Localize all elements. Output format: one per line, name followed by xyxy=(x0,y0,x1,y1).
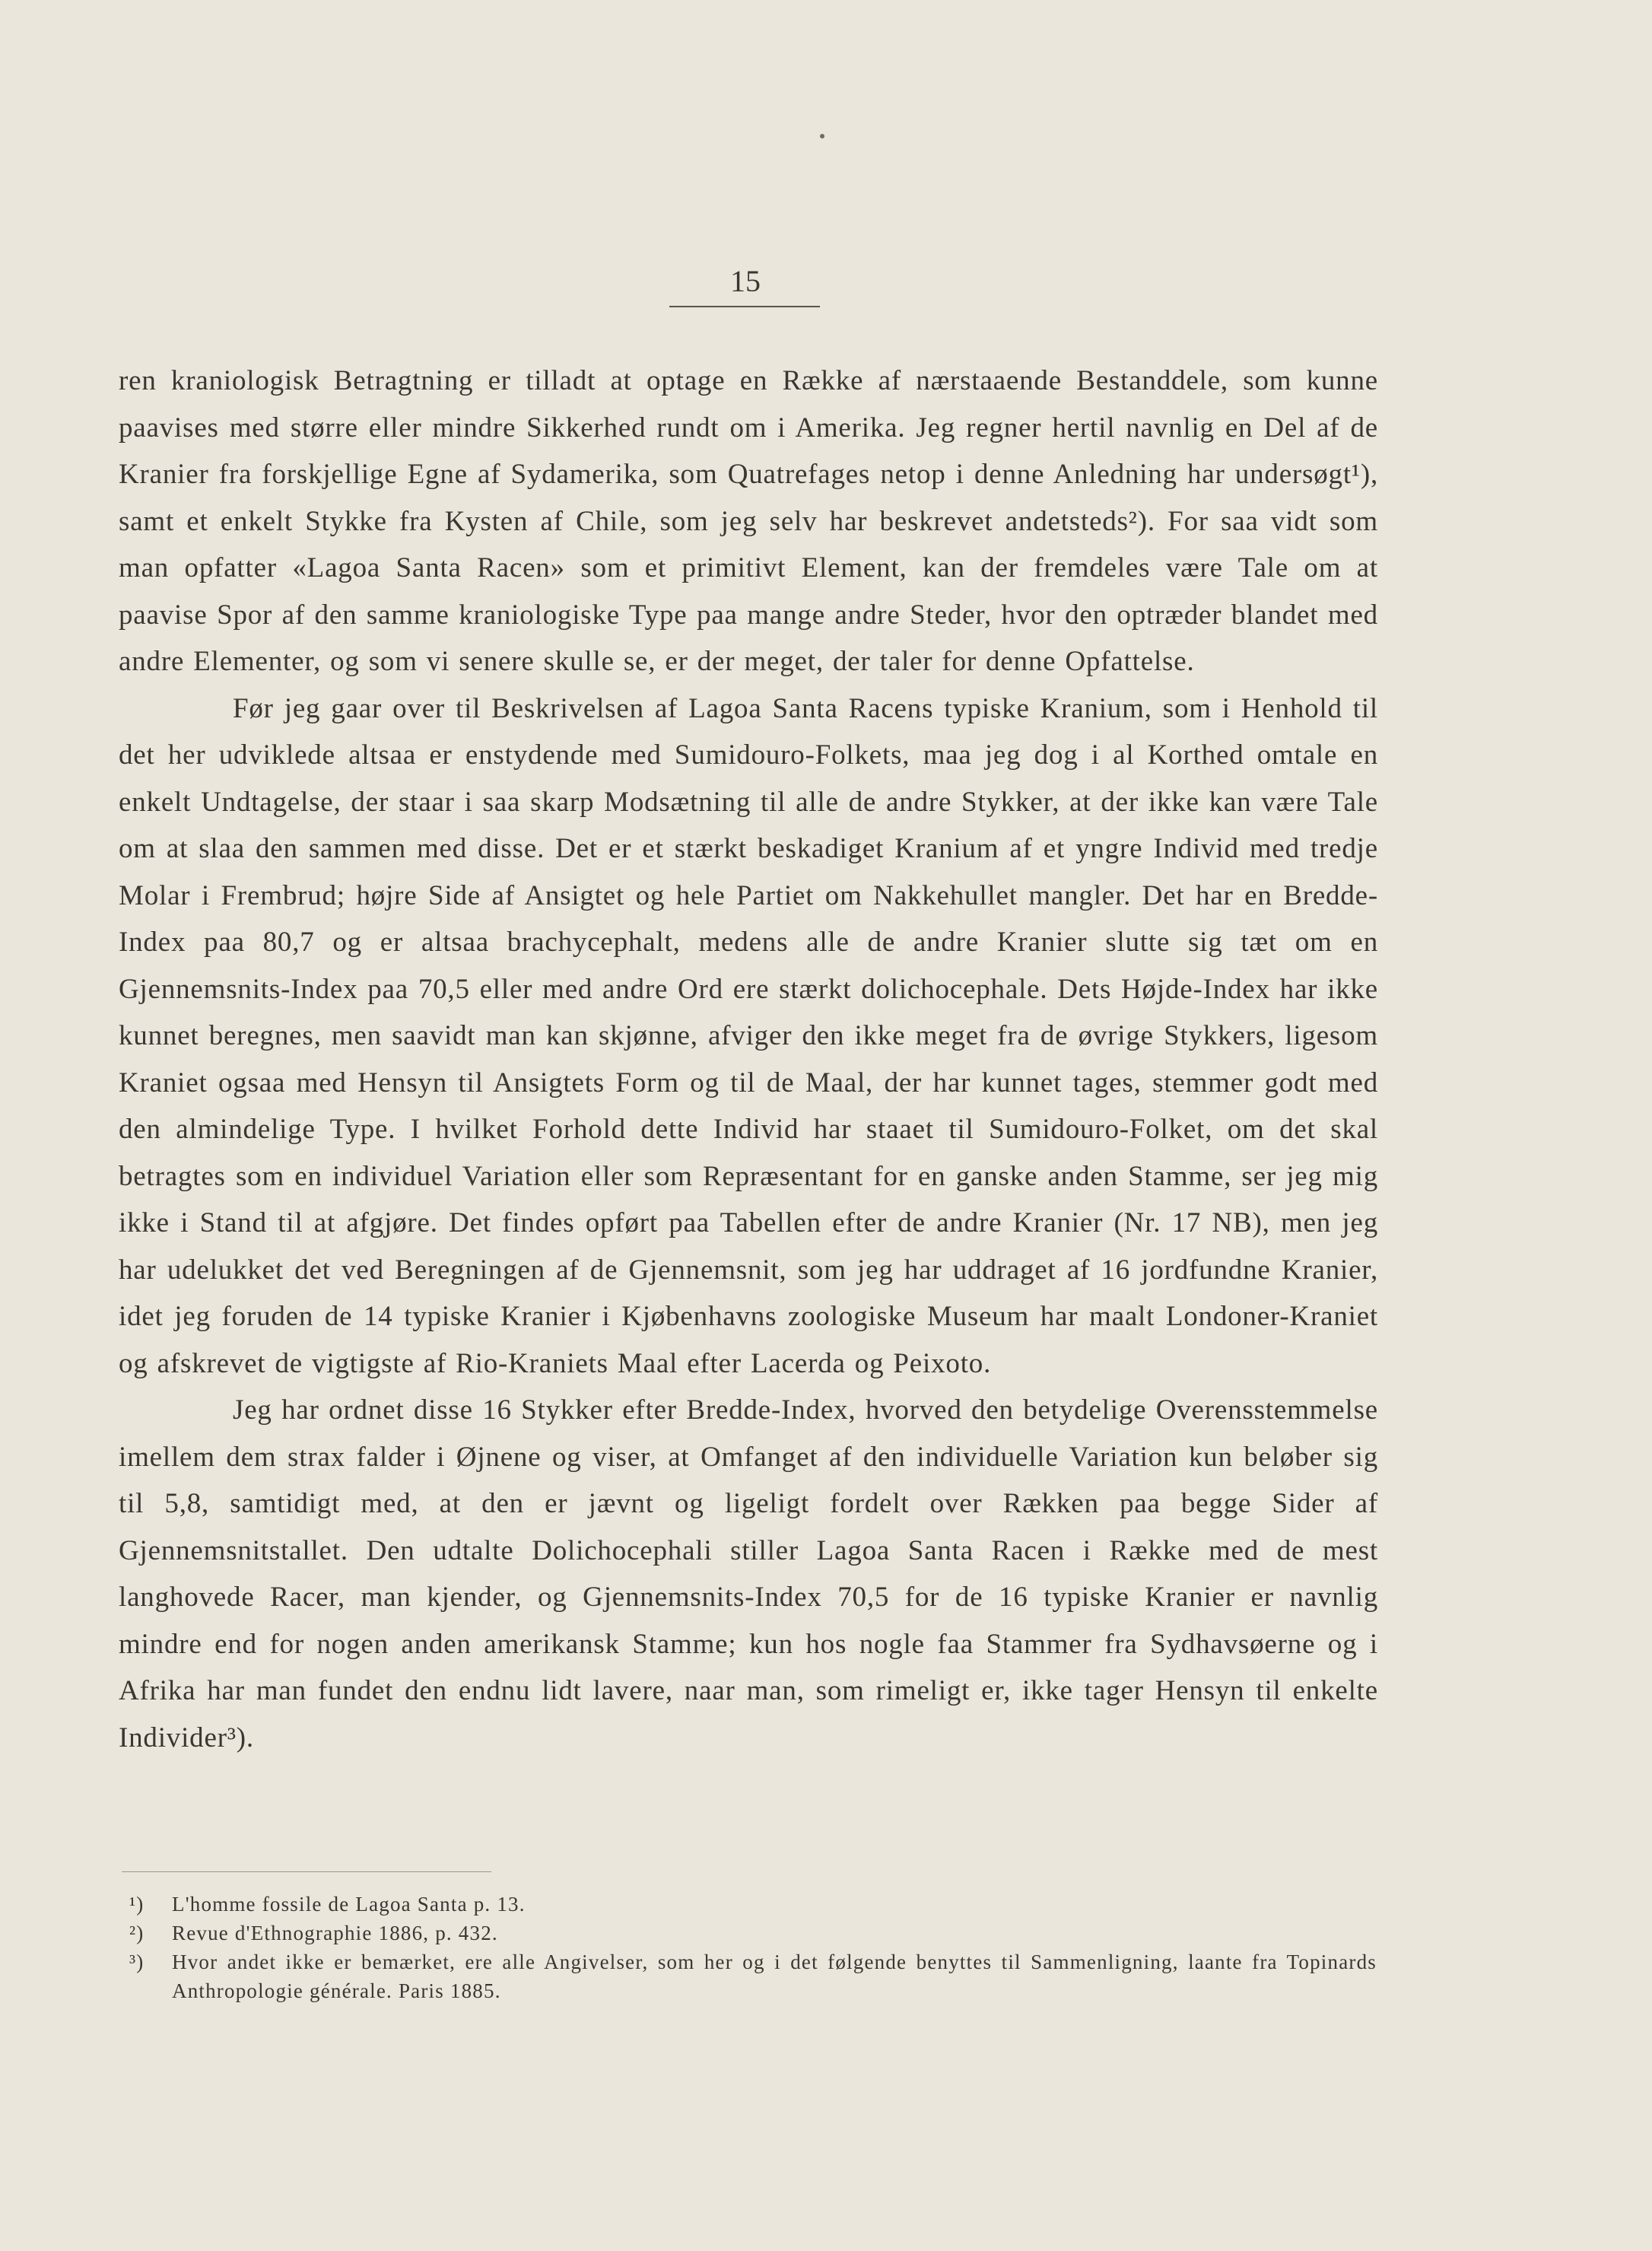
footnote-text: Hvor andet ikke er bemærket, ere alle Angivelser, som her og i det følgende benyttes til Sammenligning, laante fra Topinards Anthropologie générale. Paris 1885. xyxy=(172,1951,1377,2002)
footnote-2 xyxy=(129,1919,1377,1947)
footnote-text: L'homme fossile de Lagoa Santa p. 13. xyxy=(172,1893,526,1916)
paragraph-2: Før jeg gaar over til Beskrivelsen af Lagoa Santa Racens typiske Kranium, som i Henhold til det her udviklede altsaa er enstydende med Sumidouro-Folkets, maa jeg dog i al Korthed omtale en enkelt Undtagelse, der staar i saa skarp Modsætning til alle de andre Stykker, at der ikke kan være Tale om at slaa den sammen med disse. Det er et stærkt beskadiget Kranium af et yngre Individ med tredje Molar i Frembrud; højre Side af Ansigtet og hele Partiet om Nakkehullet mangler. Det har en Bredde-Index paa 80,7 og er altsaa brachycephalt, medens alle de andre Kranier slutte sig tæt om en Gjennemsnits-Index paa 70,5 eller med andre Ord ere stærkt dolichocephale. Dets Højde-Index har ikke kunnet beregnes, men saavidt man kan skjønne, afviger den ikke meget fra de øvrige Stykkers, ligesom Kraniet ogsaa med Hensyn til Ansigtets Form og til de Maal, der har kunnet tages, stemmer godt med den almindelige Type. I hvilket Forhold dette Individ har staaet til Sumidouro-Folket, om det skal betragtes som en individuel Variation eller som Repræsentant for en ganske anden Stamme, ser jeg mig ikke i Stand til at afgjøre. Det findes opført paa Tabellen efter de andre Kranier (Nr. 17 NB), men jeg har udelukket det ved Beregningen af de Gjennemsnit, som jeg har uddraget af 16 jordfundne Kranier, idet jeg foruden de 14 typiske Kranier i Kjøbenhavns zoologiske Museum har maalt Londoner-Kraniet og afskrevet de vigtigste af Rio-Kraniets Maal efter Lacerda og Peixoto. xyxy=(119,692,1378,1379)
page-speck xyxy=(820,134,824,138)
page-number: 15 xyxy=(730,264,761,298)
footnote-marker: ²) xyxy=(129,1922,145,1944)
footnote-divider xyxy=(122,1871,491,1872)
footnote-text: Revue d'Ethnographie 1886, p. 432. xyxy=(172,1922,498,1944)
main-text xyxy=(119,358,1378,1761)
paragraph-1: ren kraniologisk Betragtning er tilladt at optage en Række af nærstaaende Bestanddele, som kunne paavises med større eller mindre Sikkerhed rundt om i Amerika. Jeg regner hertil navnlig en Del af de Kranier fra forskjellige Egne af Sydamerika, som Quatrefages netop i denne Anledning har undersøgt¹), samt et enkelt Stykke fra Kysten af Chile, som jeg selv har beskrevet andetsteds²). For saa vidt som man opfatter «Lagoa Santa Racen» som et primitivt Element, kan der fremdeles være Tale om at paavise Spor af den samme kraniologiske Type paa mange andre Steder, hvor den optræder blandet med andre Elementer, og som vi senere skulle se, er der meget, der taler for denne Opfattelse. xyxy=(119,365,1378,677)
footnote-3 xyxy=(129,1947,1377,2005)
page-number-rule xyxy=(669,306,820,307)
footnote-marker: ³) xyxy=(129,1951,145,1973)
footnote-1 xyxy=(129,1890,1377,1919)
paragraph-3: Jeg har ordnet disse 16 Stykker efter Bredde-Index, hvorved den betydelige Overensstemmelse imellem dem strax falder i Øjnene og viser, at Omfanget af den individuelle Variation kun beløber sig til 5,8, samtidigt med, at den er jævnt og ligeligt fordelt over Rækken paa begge Sider af Gjennemsnitstallet. Den udtalte Dolichocephali stiller Lagoa Santa Racen i Række med de mest langhovede Racer, man kjender, og Gjennemsnits-Index 70,5 for de 16 typiske Kranier er navnlig mindre end for nogen anden amerikansk Stamme; kun hos nogle faa Stammer fra Sydhavsøerne og i Afrika har man fundet den endnu lidt lavere, naar man, som rimeligt er, ikke tager Hensyn til enkelte Individer³). xyxy=(119,1394,1378,1753)
footnotes xyxy=(129,1890,1377,2005)
footnote-marker: ¹) xyxy=(129,1893,145,1916)
